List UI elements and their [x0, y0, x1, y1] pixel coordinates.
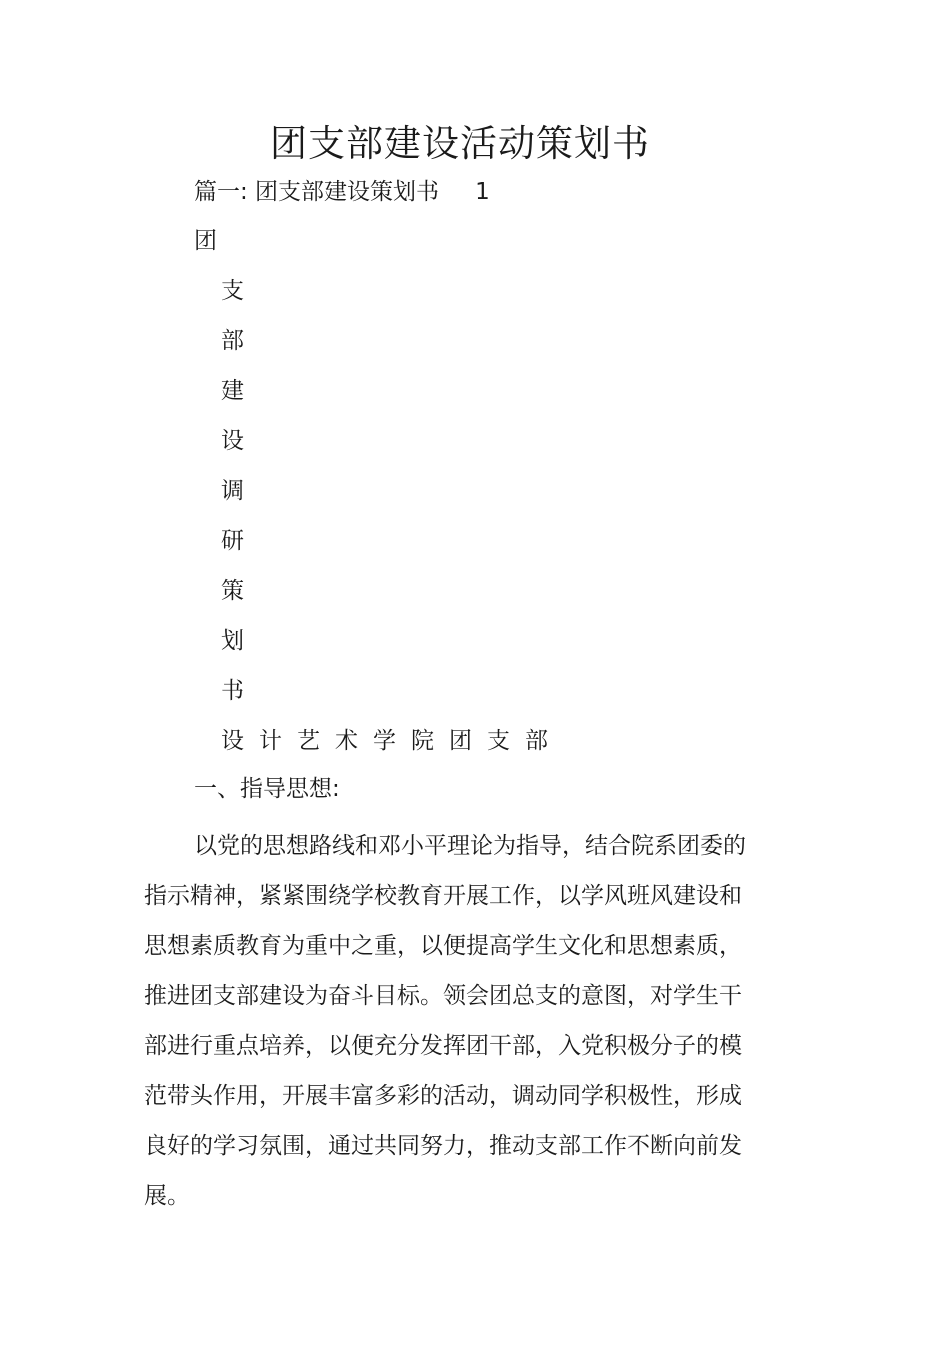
- vertical-char: 调: [221, 478, 244, 504]
- paragraph-line: 部进行重点培养，以便充分发挥团干部，入党积极分子的模: [144, 1033, 742, 1059]
- subtitle-number: 1: [475, 179, 490, 205]
- vertical-char: 部: [221, 328, 244, 354]
- vertical-char: 设: [221, 428, 244, 454]
- paragraph-line: 推进团支部建设为奋斗目标。领会团总支的意图，对学生干: [144, 983, 742, 1009]
- paragraph-line: 思想素质教育为重中之重，以便提高学生文化和思想素质，: [144, 933, 742, 959]
- paragraph-line: 展。: [144, 1183, 190, 1209]
- section-heading: 一、指导思想:: [194, 776, 340, 802]
- vertical-char: 划: [221, 628, 244, 654]
- paragraph-line: 以党的思想路线和邓小平理论为指导，结合院系团委的: [194, 833, 746, 859]
- organization-name: 设计艺术学院团支部: [221, 728, 563, 754]
- subtitle-label: 篇一: 团支部建设策划书: [194, 179, 440, 205]
- document-title: 团支部建设活动策划书: [270, 122, 650, 165]
- guiding-paragraph: [144, 821, 754, 1221]
- vertical-char: 支: [221, 278, 244, 304]
- vertical-char: 团: [194, 228, 217, 254]
- document-subtitle: [194, 174, 490, 210]
- paragraph-line: 良好的学习氛围，通过共同努力，推动支部工作不断向前发: [144, 1133, 742, 1159]
- vertical-char: 书: [221, 678, 244, 704]
- vertical-char: 策: [221, 578, 244, 604]
- vertical-char: 建: [221, 378, 244, 404]
- paragraph-line: 范带头作用，开展丰富多彩的活动，调动同学积极性，形成: [144, 1083, 742, 1109]
- paragraph-line: 指示精神，紧紧围绕学校教育开展工作，以学风班风建设和: [144, 883, 742, 909]
- vertical-char: 研: [221, 528, 244, 554]
